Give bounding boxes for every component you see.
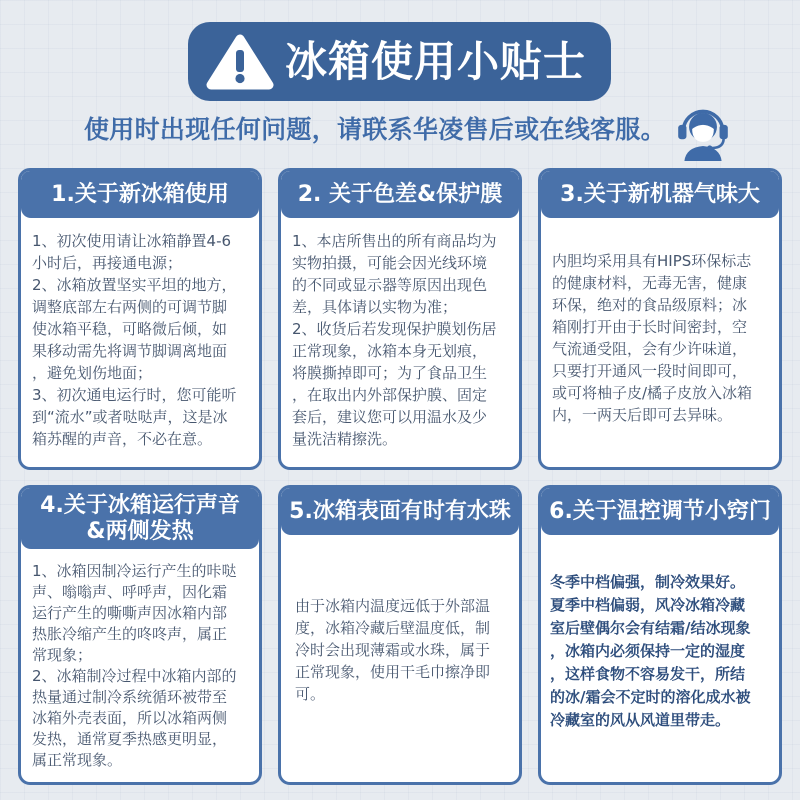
card-title-line-2: &两侧发热: [86, 519, 194, 544]
card-body: [295, 595, 513, 705]
text-line: 正常现象，冰箱本身无划痕，: [292, 342, 488, 360]
text-line: 到“流水”或者哒哒声，这是冰: [32, 408, 228, 426]
text-line: 冬季中档偏强，制冷效果好。: [550, 573, 746, 591]
text-line: 2、收货后若发现保护膜划伤居: [292, 320, 497, 338]
card-title: 4.关于冰箱运行声音: [40, 493, 240, 518]
text-line: 夏季中档偏弱，风冷冰箱冷藏: [550, 596, 746, 614]
text-line: 热胀冷缩产生的咚咚声，属正: [32, 625, 228, 643]
text-line: 热量通过制冷系统循环被带至: [32, 688, 228, 706]
text-line: 冰箱外壳表面，所以冰箱两侧: [32, 709, 228, 727]
text-line: 气流通受阻，会有少许味道，: [552, 340, 748, 358]
text-line: 只要打开通风一段时间即可，: [552, 362, 748, 380]
text-line: 实物拍摄，可能会因光线环境: [292, 254, 488, 272]
customer-service-headset-icon: [672, 99, 734, 161]
tip-card-temperature-control: [538, 485, 782, 785]
support-notice: 使用时出现任何问题，请联系华凌售后或在线客服。: [84, 115, 666, 144]
card-title: 2. 关于色差&保护膜: [297, 182, 503, 207]
text-line: ，这样食物不容易发干，所结: [550, 665, 746, 683]
text-line: 冷时会出现薄霜或水珠，属于: [295, 641, 491, 659]
card-header: [541, 171, 779, 218]
text-line: ，冰箱内必须保持一定的湿度: [550, 642, 746, 660]
text-line: 小时后，再接通电源；: [32, 254, 183, 272]
card-header: [541, 488, 779, 535]
text-line: 由于冰箱内温度远低于外部温: [295, 597, 491, 615]
text-line: 常现象；: [32, 646, 93, 664]
card-header: [21, 488, 259, 549]
text-line: 果移动需先将调节脚调离地面: [32, 342, 228, 360]
text-line: 使冰箱平稳，可略微后倾，如: [32, 320, 228, 338]
card-body: [552, 250, 773, 426]
text-line: 可。: [295, 685, 326, 703]
text-line: 2、冰箱放置坚实平坦的地方，: [32, 276, 237, 294]
tip-card-color-difference-film: [278, 168, 522, 470]
page-title: 冰箱使用小贴士: [285, 37, 587, 86]
card-header: [21, 171, 259, 218]
text-line: 套后，建议您可以用温水及少: [292, 408, 488, 426]
card-body: [32, 230, 253, 450]
warning-icon: [205, 33, 275, 91]
text-line: 属正常现象。: [32, 751, 123, 769]
text-line: 1、初次使用请让冰箱静置4-6: [32, 232, 232, 250]
tip-card-new-fridge-usage: [18, 168, 262, 470]
text-line: 内，一两天后即可去异味。: [552, 406, 733, 424]
text-line: 将膜撕掉即可；为了食品卫生: [292, 364, 488, 382]
text-line: 调整底部左右两侧的可调节脚: [32, 298, 228, 316]
text-line: ，避免划伤地面；: [32, 364, 153, 382]
tip-card-surface-water-droplets: [278, 485, 522, 785]
text-line: 冷藏室的风从风道里带走。: [550, 711, 731, 729]
title-banner: [188, 22, 611, 101]
text-line: 的不同或显示器等原因出现色: [292, 276, 488, 294]
tip-card-new-machine-odor: [538, 168, 782, 470]
text-line: 发热，通常夏季热感更明显，: [32, 730, 228, 748]
card-header: [281, 488, 519, 535]
text-line: 1、冰箱因制冷运行产生的咔哒: [32, 562, 237, 580]
text-line: 正常现象，使用干毛巾擦净即: [295, 663, 491, 681]
card-title: 1.关于新冰箱使用: [51, 182, 229, 207]
card-title: 6.关于温控调节小窍门: [549, 499, 771, 524]
text-line: 1、本店所售出的所有商品均为: [292, 232, 497, 250]
text-line: 量洗洁精擦洗。: [292, 430, 398, 448]
text-line: ，在取出内外部保护膜、固定: [292, 386, 488, 404]
card-body: [292, 230, 513, 450]
text-line: 箱刚打开由于长时间密封，空: [552, 318, 748, 336]
text-line: 室后壁偶尔会有结霜/结冰现象: [550, 619, 751, 637]
text-line: 运行产生的嘶嘶声因冰箱内部: [32, 604, 228, 622]
card-body: [550, 571, 773, 732]
text-line: 或可将柚子皮/橘子皮放入冰箱: [552, 384, 753, 402]
card-header: [281, 171, 519, 218]
text-line: 环保，绝对的食品级原料；冰: [552, 296, 748, 314]
text-line: 的健康材料，无毒无害，健康: [552, 274, 748, 292]
card-title: 5.冰箱表面有时有水珠: [289, 499, 511, 524]
tip-card-running-noise-side-heat: [18, 485, 262, 785]
card-title: 3.关于新机器气味大: [560, 182, 760, 207]
text-line: 箱苏醒的声音，不必在意。: [32, 430, 213, 448]
text-line: 差，具体请以实物为准；: [292, 298, 458, 316]
card-body: [32, 561, 253, 771]
text-line: 3、初次通电运行时，您可能听: [32, 386, 237, 404]
text-line: 声、嗡嗡声、呼呼声，因化霜: [32, 583, 228, 601]
text-line: 的冰/霜会不定时的溶化成水被: [550, 688, 751, 706]
text-line: 度，冰箱冷藏后壁温度低，制: [295, 619, 491, 637]
text-line: 内胆均采用具有HIPS环保标志: [552, 252, 752, 270]
text-line: 2、冰箱制冷过程中冰箱内部的: [32, 667, 237, 685]
